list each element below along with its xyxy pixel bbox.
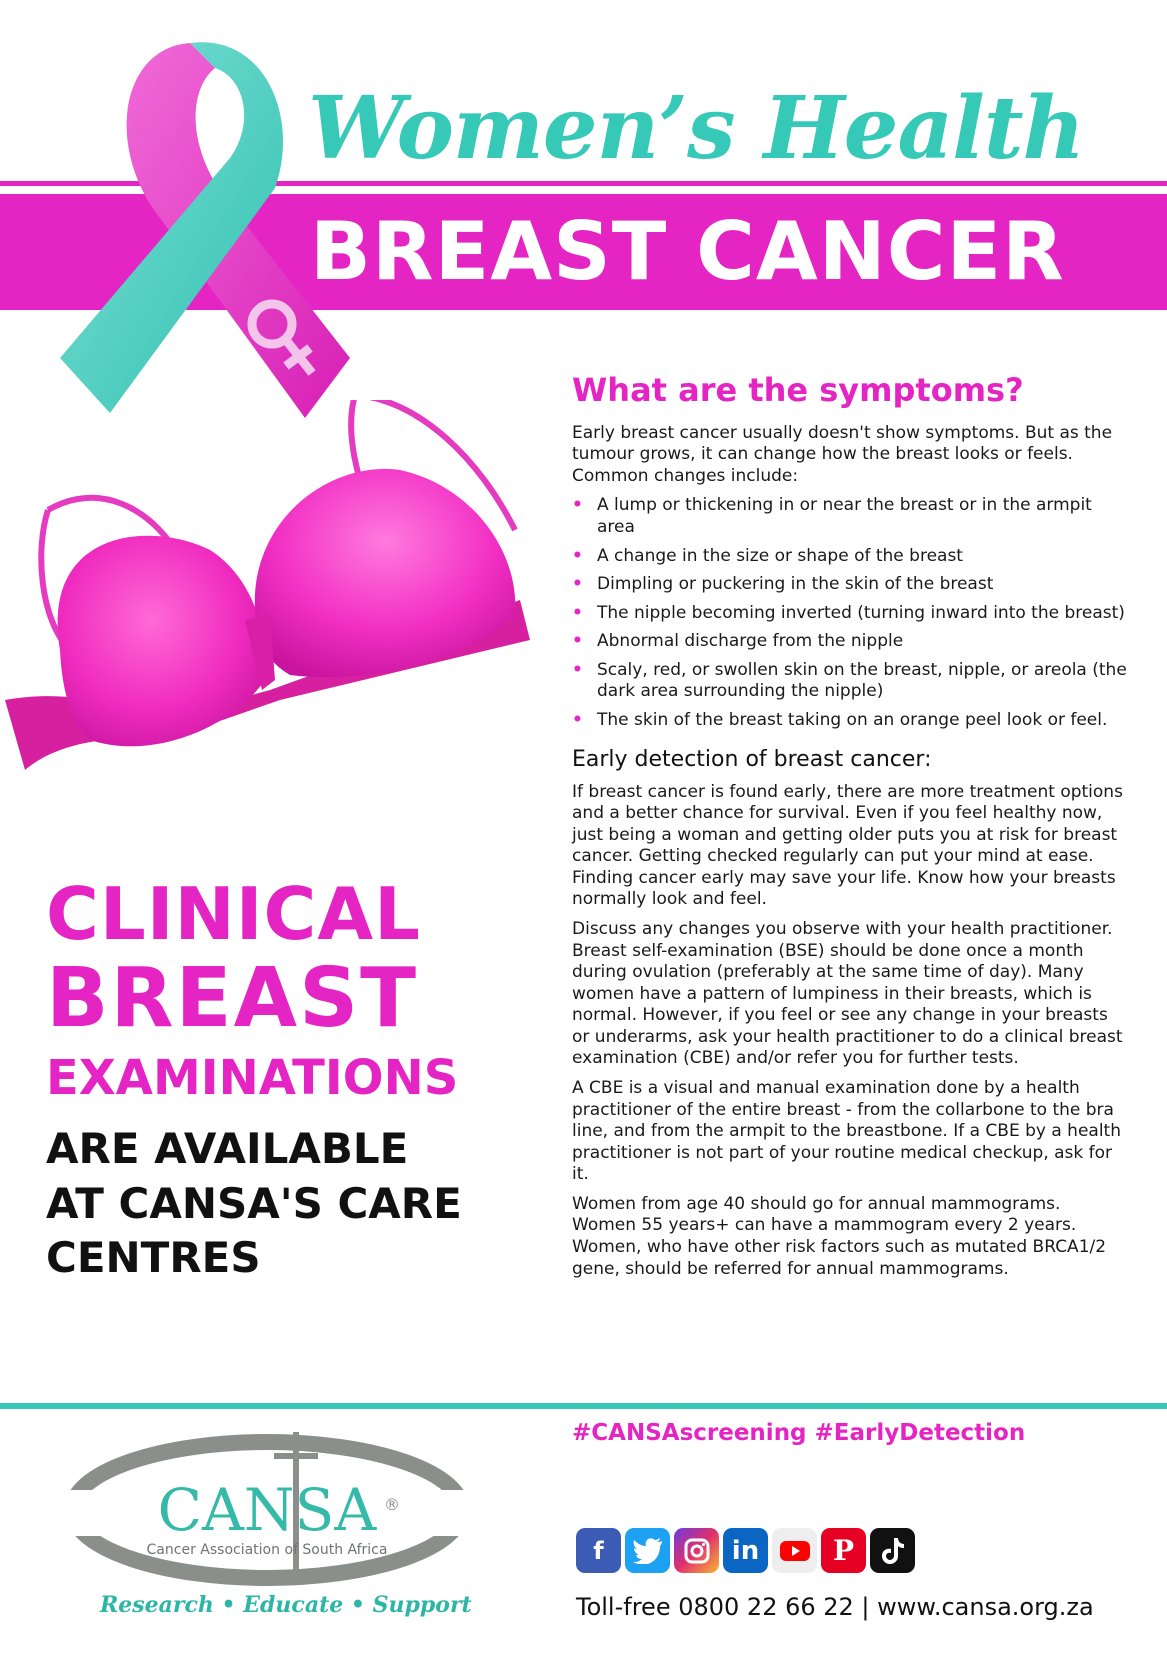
contact-info: Toll-free 0800 22 66 22 | www.cansa.org.za [576, 1593, 1094, 1621]
list-item: • A lump or thickening in or near the breast or in the armpit area [572, 495, 1127, 538]
tagline: Research • Educate • Support [100, 1592, 472, 1618]
pink-bra-image [0, 400, 560, 820]
symptoms-intro: Early breast cancer usually doesn't show symptoms. But as the tumour grows, it can change how the breast looks or feels. Common changes include: [572, 422, 1113, 486]
list-item: • The nipple becoming inverted (turning inward into the breast) [572, 603, 1127, 625]
early-paragraph-2: Discuss any changes you observe with your health practitioner. Breast self-examination (BSE) should be done once a month during ovulation (preferably at the same time of day). Many women have a pattern of lumpiness in their breasts, which is normal. However, if you feel or see any change in your breasts or underarms, ask your health practitioner to do a clinical breast examination (CBE) and/or refer you for further tests. [572, 918, 1123, 1069]
list-item: • Abnormal discharge from the nipple [572, 631, 1127, 653]
promo-line-2: BREAST [46, 951, 419, 1046]
page-title: BREAST CANCER [310, 205, 1065, 298]
instagram-icon[interactable] [674, 1528, 719, 1573]
hashtags: #CANSAscreening #EarlyDetection [572, 1420, 1026, 1446]
early-paragraph-1: If breast cancer is found early, there are more treatment options and a better chance for survival. Even if you feel healthy now, just being a woman and getting older puts you at risk for breast cancer. Getting checked regularly can put your mind at ease. Finding cancer early may save your life. Know how your breasts normally look and feel. [572, 781, 1123, 910]
twitter-icon[interactable] [625, 1528, 670, 1573]
list-item: • A change in the size or shape of the breast [572, 546, 1127, 568]
cansa-logo [62, 1430, 472, 1590]
promo-line-5: AT CANSA'S CARE [46, 1178, 462, 1228]
footer-divider [0, 1403, 1167, 1409]
svg-text:®: ® [384, 1495, 400, 1514]
tiktok-icon[interactable] [870, 1528, 915, 1573]
facebook-icon[interactable]: f [576, 1528, 621, 1573]
early-paragraph-3: A CBE is a visual and manual examination done by a health practitioner of the entire breast - from the collarbone to the bra line, and from the armpit to the breastbone. If a CBE by a health practitioner is not part of your routine medical checkup, ask for it. [572, 1078, 1121, 1185]
early-detection-heading: Early detection of breast cancer: [572, 746, 932, 772]
promo-line-4: ARE AVAILABLE [46, 1124, 409, 1173]
info-column [572, 370, 1127, 1288]
symptoms-heading: What are the symptoms? [572, 371, 1024, 409]
svg-text:CANSA: CANSA [157, 1476, 377, 1544]
header-subtitle: Women’s Health [308, 78, 1085, 179]
pinterest-icon[interactable]: P [821, 1528, 866, 1573]
promo-line-1: CLINICAL [46, 872, 421, 956]
promo-line-6: CENTRES [46, 1233, 261, 1283]
list-item: • The skin of the breast taking on an orange peel look or feel. [572, 710, 1127, 732]
social-links [576, 1528, 915, 1573]
list-item: • Dimpling or puckering in the skin of the breast [572, 574, 1127, 596]
svg-text:Cancer Association of South Af: Cancer Association of South Africa [146, 1542, 388, 1558]
symptoms-list [572, 495, 1127, 731]
promo-line-3: EXAMINATIONS [46, 1050, 459, 1106]
list-item: • Scaly, red, or swollen skin on the breast, nipple, or areola (the dark area surrounding the nipple) [572, 660, 1127, 703]
promo-block [46, 872, 566, 1286]
linkedin-icon[interactable]: in [723, 1528, 768, 1573]
early-paragraph-4: Women from age 40 should go for annual mammograms. Women 55 years+ can have a mammogram every 2 years. Women, who have other risk factors such as mutated BRCA1/2 gene, should be referred for annual mammograms. [572, 1193, 1107, 1279]
youtube-icon[interactable] [772, 1528, 817, 1573]
